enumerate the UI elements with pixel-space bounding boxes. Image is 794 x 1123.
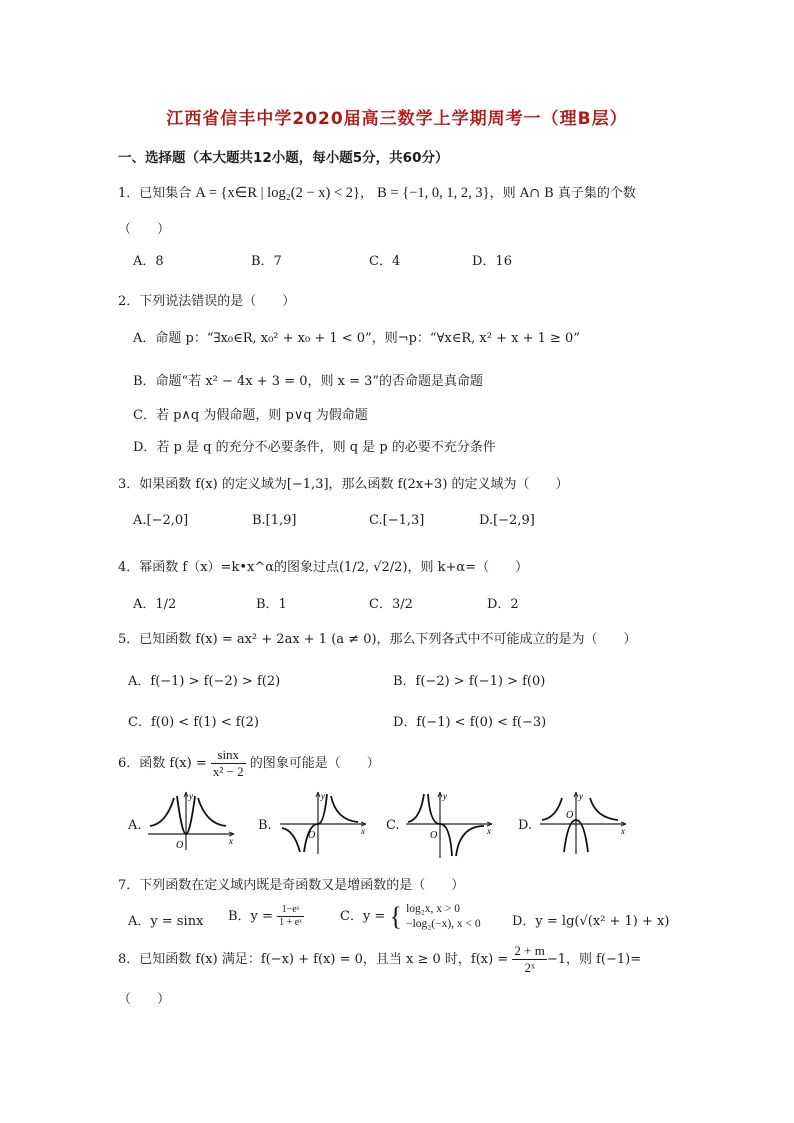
set-b: B = {−1, 0, 1, 2, 3} bbox=[377, 185, 490, 201]
q1-option-b: B．7 bbox=[251, 254, 282, 269]
q4-option-d: D．2 bbox=[487, 597, 519, 612]
q6-label-c: C. bbox=[386, 818, 400, 833]
svg-text:x: x bbox=[487, 826, 491, 836]
q7-option-b: B．y = $\frac{\text{1−eˣ}}{\text{1 + eˣ}}$ bbox=[228, 904, 303, 928]
q7-option-a: A．y = sinx bbox=[128, 914, 204, 929]
q7-option-c: C．y = { log₂x, x > 0 −log₂(−x), x < 0 bbox=[340, 902, 481, 931]
svg-text:O: O bbox=[430, 830, 438, 841]
svg-text:y: y bbox=[189, 791, 193, 801]
question-2: 2．下列说法错误的是（ ） bbox=[118, 294, 296, 309]
q2-option-d: D．若 p 是 q 的充分不必要条件，则 q 是 p 的必要不充分条件 bbox=[133, 440, 496, 455]
svg-text:O: O bbox=[566, 810, 574, 821]
svg-text:O: O bbox=[176, 840, 184, 851]
q5-option-c: C．f(0) < f(1) < f(2) bbox=[128, 715, 259, 730]
q2-option-a: A．命题 p：“∃x₀∈R, x₀² + x₀ + 1 < 0”，则¬p：“∀x∈R, x² + x + 1 ≥ 0” bbox=[133, 331, 580, 346]
svg-text:y: y bbox=[579, 791, 583, 801]
q3-option-b: B.[1,9] bbox=[252, 513, 297, 528]
q4-option-a: A．1/2 bbox=[133, 597, 177, 612]
svg-text:x: x bbox=[621, 826, 625, 836]
question-3: 3．如果函数 f(x) 的定义域为[−1,3]，那么函数 f(2x+3) 的定义域为（ ） bbox=[118, 477, 569, 492]
q2-option-c: C．若 p∧q 为假命题，则 p∨q 为假命题 bbox=[133, 408, 368, 423]
question-7: 7．下列函数在定义域内既是奇函数又是增函数的是（ ） bbox=[118, 878, 465, 893]
q6-label-b: B. bbox=[258, 818, 272, 833]
question-4: 4．幂函数 f（x）=k•x^α的图象过点(1/2, √2/2)，则 k+α=（ ） bbox=[118, 560, 529, 575]
q7-option-d: D．y = lg(√(x² + 1) + x) bbox=[512, 914, 670, 929]
question-8: 8．已知函数 f(x) 满足：f(−x) + f(x) = 0，且当 x ≥ 0 时，f(x) = $\frac{2 + m}{\text{2ˣ}}$ −1，则 f(−1)= bbox=[118, 943, 642, 975]
q8-answer-paren: （ ） bbox=[118, 992, 171, 1007]
q5-option-b: B．f(−2) > f(−1) > f(0) bbox=[393, 674, 546, 689]
svg-text:x: x bbox=[361, 826, 365, 836]
svg-text:y: y bbox=[321, 791, 325, 801]
set-a: A = {x∈R | log₂(2 − x) < 2} bbox=[195, 185, 360, 201]
graph-option-a bbox=[146, 790, 238, 852]
question-6: 6．函数 f(x) = $\frac{\sin x}{\text{x² − 2}}$ 的图象可能是（ ） bbox=[118, 747, 380, 779]
svg-text:O: O bbox=[308, 830, 316, 841]
q6-label-a: A. bbox=[128, 818, 142, 833]
q3-option-c: C.[−1,3] bbox=[369, 513, 425, 528]
q3-option-a: A.[−2,0] bbox=[133, 513, 189, 528]
brace-icon: { bbox=[389, 902, 402, 931]
page-title: 江西省信丰中学2020届高三数学上学期周考一（理B层） bbox=[166, 109, 628, 129]
q4-option-c: C．3/2 bbox=[369, 597, 413, 612]
question-1: 1．已知集合 A = {x∈R | log₂(2 − x) < 2}， B = {−1, 0, 1, 2, 3}，则 A∩ B 真子集的个数 bbox=[118, 185, 636, 201]
q5-option-d: D．f(−1) < f(0) < f(−3) bbox=[393, 715, 547, 730]
q3-option-d: D.[−2,9] bbox=[479, 513, 535, 528]
svg-text:x: x bbox=[229, 836, 233, 846]
question-5: 5．已知函数 f(x) = ax² + 2ax + 1 (a ≠ 0)，那么下列各式中不可能成立的是为（ ） bbox=[118, 632, 637, 647]
q6-fraction: $\frac{\sin x}{\text{x² − 2}}$ bbox=[212, 747, 244, 779]
q5-option-a: A．f(−1) > f(−2) > f(2) bbox=[128, 674, 281, 689]
graph-option-b bbox=[278, 790, 370, 856]
q1-option-d: D．16 bbox=[472, 254, 512, 269]
graph-option-c bbox=[404, 790, 496, 860]
q1-answer-paren: （ ） bbox=[118, 222, 171, 237]
graph-option-d bbox=[538, 790, 630, 856]
q2-option-b: B．命题“若 x² − 4x + 3 = 0，则 x = 3”的否命题是真命题 bbox=[133, 374, 484, 389]
q7-b-fraction: $\frac{\text{1−eˣ}}{\text{1 + eˣ}}$ bbox=[279, 904, 303, 928]
q4-option-b: B．1 bbox=[256, 597, 287, 612]
q1-option-c: C．4 bbox=[369, 254, 401, 269]
q1-option-a: A．8 bbox=[133, 254, 164, 269]
q6-label-d: D. bbox=[518, 818, 533, 833]
svg-text:y: y bbox=[443, 791, 447, 801]
section-heading: 一、选择题（本大题共12小题，每小题5分，共60分） bbox=[118, 150, 449, 166]
q8-fraction: $\frac{2 + m}{\text{2ˣ}}$ bbox=[514, 943, 545, 975]
